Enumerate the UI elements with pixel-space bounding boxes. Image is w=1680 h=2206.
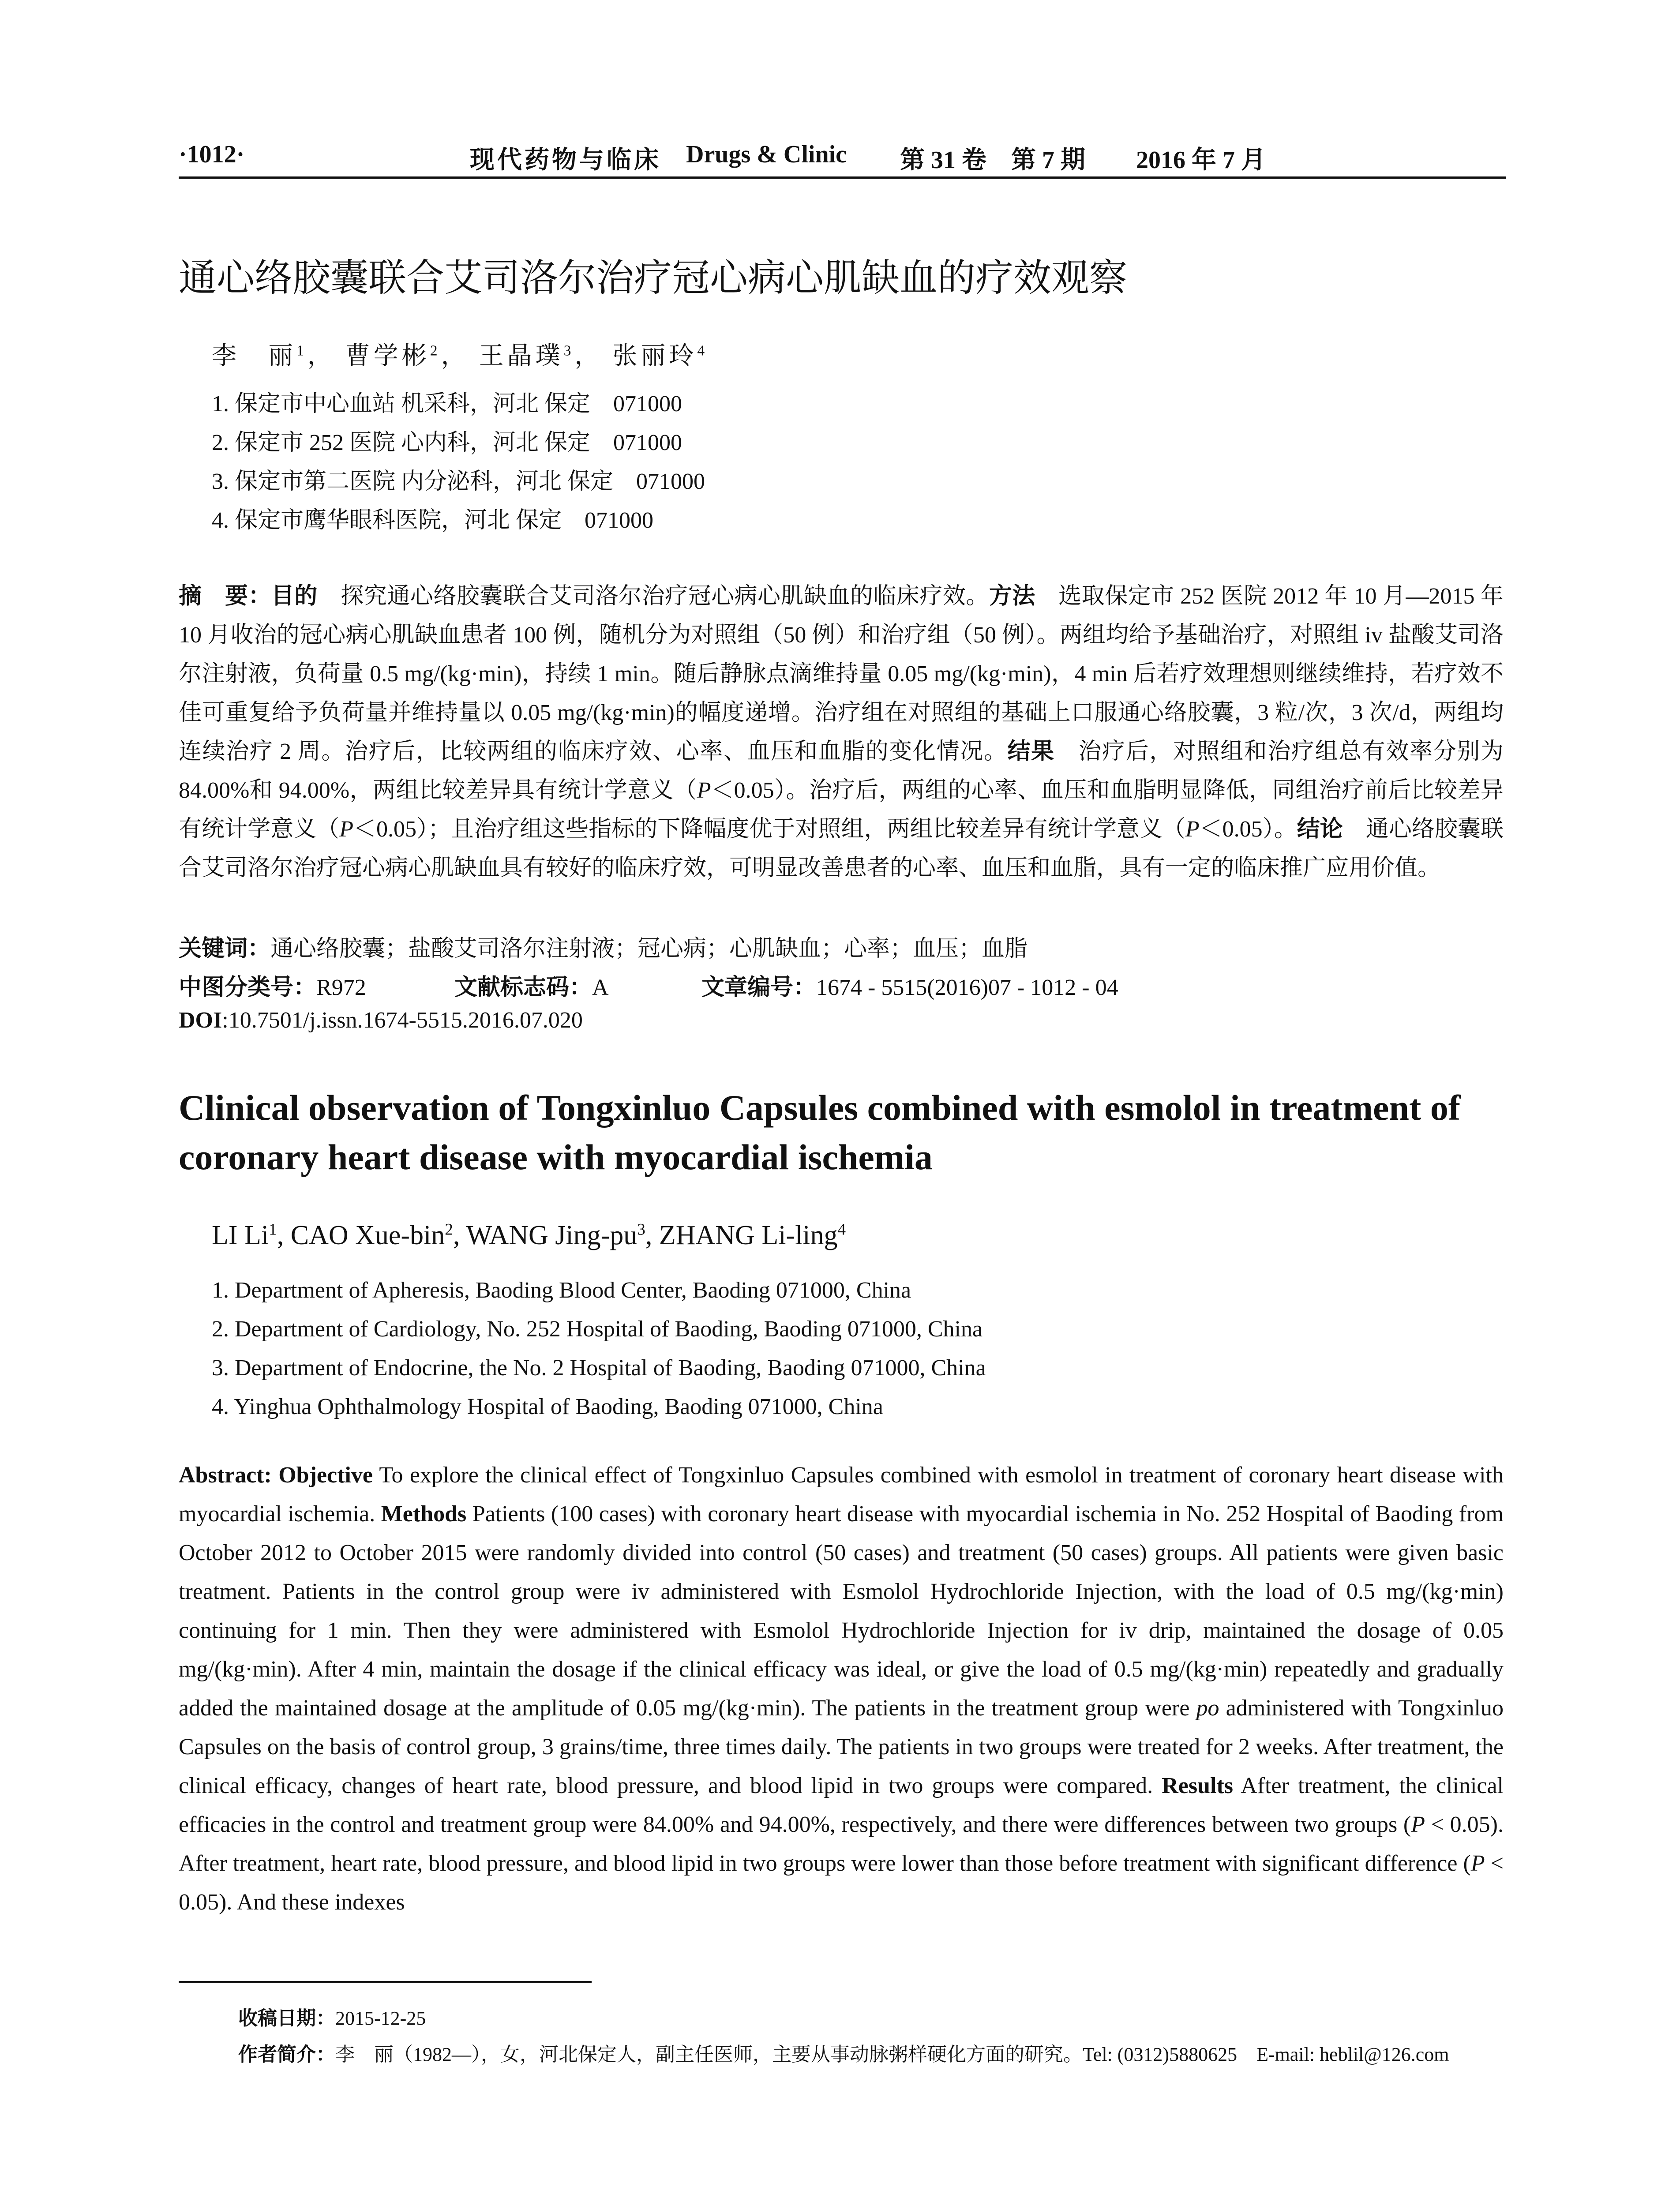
results-text: ＜0.05）；且治疗组这些指标的下降幅度优于对照组，两组比较差异有统计学意义（ <box>353 817 1185 842</box>
methods-label: 方法 <box>989 584 1035 609</box>
author-name: WANG Jing-pu <box>466 1220 638 1250</box>
results-text: 治疗后，对照组和治疗组总有效率分别为 84.00%和 94.00%，两组比较差异具有统计学意义（ <box>179 739 1504 803</box>
keywords-line <box>179 930 1028 963</box>
bio-value: 李 丽（1982—），女，河北保定人，副主任医师，主要从事动脉粥样硬化方面的研究。Tel: (0312)5880625 E-mail: heblil@126.com <box>335 2044 1449 2065</box>
cn-affiliation: 3. 保定市第二医院 内分泌科，河北 保定 071000 <box>212 469 705 494</box>
route-po: po <box>1196 1696 1219 1721</box>
clc-label: 中图分类号： <box>179 975 317 1000</box>
en-title: Clinical observation of Tongxinluo Capsules combined with esmolol in treatment of coronary heart disease with myocardial ischemia <box>179 1088 1461 1177</box>
results-label: 结果 <box>1007 739 1055 764</box>
en-affiliation: 1. Department of Apheresis, Baoding Blood Center, Baoding 071000, China <box>212 1278 911 1303</box>
issue-date: 2016 年 7 月 <box>1136 146 1266 174</box>
p-symbol: P <box>339 817 353 842</box>
author-name: 张丽玲 <box>612 342 698 370</box>
cn-authors: 李 丽$^1$， 曹学彬$^2$， 王晶璞$^3$， 张丽玲$^4$ <box>212 342 709 370</box>
article-no-label: 文章编号： <box>701 975 817 1000</box>
cn-affiliation: 1. 保定市中心血站 机采科，河北 保定 071000 <box>212 391 682 416</box>
cn-abstract <box>179 577 1504 888</box>
received-label: 收稿日期： <box>238 2007 335 2029</box>
cn-affiliation: 4. 保定市鹰华眼科医院，河北 保定 071000 <box>212 508 654 533</box>
results-text: < 0.05). And these indexes <box>179 1851 1504 1915</box>
methods-text: Patients (100 cases) with coronary heart disease with myocardial ischemia in No. 252 Hospital of Baoding from October 2012 to October 2015 were randomly divided into control (50 cases) and treatment (50 cases) groups. All patients were given basic treatment. Patients in the control group were iv administered with Esmolol Hydrochloride Injection, with the load of 0.5 mg/(kg·min) continuing for 1 min. Then they were administered with Esmolol Hydrochloride Injection for iv drip, maintained the dosage of 0.05 mg/(kg·min). After 4 min, maintain the dosage if the clinical efficacy was ideal, or give the load of 0.5 mg/(kg·min) repeatedly and gradually added the maintained dosage at the amplitude of 0.05 mg/(kg·min). The patients in the treatment group were <box>179 1501 1504 1721</box>
abstract-label: Abstract: <box>179 1463 279 1488</box>
clc-code: R972 <box>316 975 366 1000</box>
objective-text: To explore the clinical effect of Tongxinluo Capsules combined with esmolol in treatment of coronary heart disease with myocardial ischemia. <box>179 1463 1504 1527</box>
p-symbol: P <box>1470 1851 1485 1876</box>
en-affiliation: 4. Yinghua Ophthalmology Hospital of Baoding, Baoding 071000, China <box>212 1394 883 1419</box>
author-name: ZHANG Li-ling <box>659 1220 838 1250</box>
author-sup: 4 <box>697 342 709 359</box>
doi-label: DOI <box>179 1008 222 1033</box>
en-affiliation: 3. Department of Endocrine, the No. 2 Hospital of Baoding, Baoding 071000, China <box>212 1355 986 1381</box>
methods-text: 选取保定市 252 医院 2012 年 10 月—2015 年 10 月收治的冠心病心肌缺血患者 100 例，随机分为对照组（50 例）和治疗组（50 例）。两组均给予基础治疗，对照组 iv 盐酸艾司洛尔注射液，负荷量 0.5 mg/(kg·min)，持续 1 min。随后静脉点滴维持量 0.05 mg/(kg·min)，4 min 后若疗效理想则继续维持，若疗效不佳可重复给予负荷量并维持量以 0.05 mg/(kg·min)的幅度递增。治疗组在对照组的基础上口服通心络胶囊，3 粒/次，3 次/d，两组均连续治疗 2 周。治疗后，比较两组的临床疗效、心率、血压和血脂的变化情况。 <box>179 584 1504 764</box>
doc-code-label: 文献标志码： <box>454 975 592 1000</box>
author-name: LI Li <box>212 1220 269 1250</box>
author-sup: 2 <box>430 342 441 359</box>
results-text: < 0.05). After treatment, heart rate, blood pressure, and blood lipid in two groups were lower than those before treatment with significant difference ( <box>179 1812 1504 1876</box>
results-text: After treatment, the clinical efficacies in the control and treatment group were 84.00% and 94.00%, respectively, and there were differences between two groups ( <box>179 1773 1504 1837</box>
author-sup: 3 <box>563 342 575 359</box>
received-value: 2015-12-25 <box>335 2007 426 2029</box>
p-symbol: P <box>1411 1812 1425 1837</box>
cn-title: 通心络胶囊联合艾司洛尔治疗冠心病心肌缺血的疗效观察 <box>179 256 1127 300</box>
page-number: ·1012· <box>179 141 245 168</box>
footnote-rule <box>179 1981 592 1983</box>
en-abstract <box>179 1456 1504 1922</box>
author-bio <box>238 2038 1449 2067</box>
author-sup: 1 <box>296 342 308 359</box>
author-sup: 4 <box>837 1220 846 1239</box>
author-name: 曹学彬 <box>345 342 430 370</box>
doc-code: A <box>592 975 609 1000</box>
author-sup: 2 <box>445 1220 453 1239</box>
journal-name-en: Drugs & Clinic <box>686 141 847 168</box>
keywords-label: 关键词： <box>179 936 271 961</box>
doi: :10.7501/j.issn.1674-5515.2016.07.020 <box>222 1008 583 1033</box>
author-name: 王晶璞 <box>479 342 564 370</box>
objective-text: 探究通心络胶囊联合艾司洛尔治疗冠心病心肌缺血的临床疗效。 <box>317 584 989 609</box>
author-sup: 1 <box>269 1220 277 1239</box>
methods-text: administered with Tongxinluo Capsules on the basis of control group, 3 grains/time, three times daily. The patients in two groups were treated for 2 weeks. After treatment, the clinical efficacy, changes of heart rate, blood pressure, and blood lipid in two groups were compared. <box>179 1696 1504 1798</box>
results-text: ＜0.05）。治疗后，两组的心率、血压和血脂明显降低，同组治疗前后比较差异有统计学意义（ <box>179 778 1504 842</box>
conclusion-label: 结论 <box>1297 817 1343 842</box>
abstract-label: 摘 要： <box>179 584 271 609</box>
methods-label: Methods <box>381 1501 467 1527</box>
received-date <box>238 2002 426 2030</box>
author-sup: 3 <box>637 1220 645 1239</box>
author-name: 李 丽 <box>212 342 296 370</box>
objective-label: Objective <box>278 1463 373 1488</box>
results-text: ＜0.05）。 <box>1199 817 1297 842</box>
en-affiliation: 2. Department of Cardiology, No. 252 Hospital of Baoding, Baoding 071000, China <box>212 1317 983 1342</box>
keywords: 通心络胶囊；盐酸艾司洛尔注射液；冠心病；心肌缺血；心率；血压；血脂 <box>270 936 1028 961</box>
journal-name-cn: 现代药物与临床 <box>470 146 661 174</box>
running-header <box>179 140 1502 176</box>
p-symbol: P <box>697 778 711 803</box>
bio-label: 作者简介： <box>238 2044 335 2065</box>
conclusion-text: 通心络胶囊联合艾司洛尔治疗冠心病心肌缺血具有较好的临床疗效，可明显改善患者的心率、血压和血脂，具有一定的临床推广应用价值。 <box>179 817 1504 881</box>
p-symbol: P <box>1185 817 1200 842</box>
results-label: Results <box>1162 1773 1234 1798</box>
objective-label: 目的 <box>271 584 318 609</box>
doi-line <box>179 1007 583 1033</box>
en-authors: LI Li$^1$, CAO Xue-bin$^2$, WANG Jing-$pu^3$, ZHANG Li-ling$^4$ <box>212 1220 846 1250</box>
article-no: 1674 - 5515(2016)07 - 1012 - 04 <box>816 975 1118 1000</box>
header-rule <box>179 176 1506 179</box>
cn-affiliation: 2. 保定市 252 医院 心内科，河北 保定 071000 <box>212 430 682 455</box>
volume-issue: 第 31 卷 第 7 期 <box>900 146 1085 174</box>
author-name: CAO Xue-bin <box>290 1220 445 1250</box>
